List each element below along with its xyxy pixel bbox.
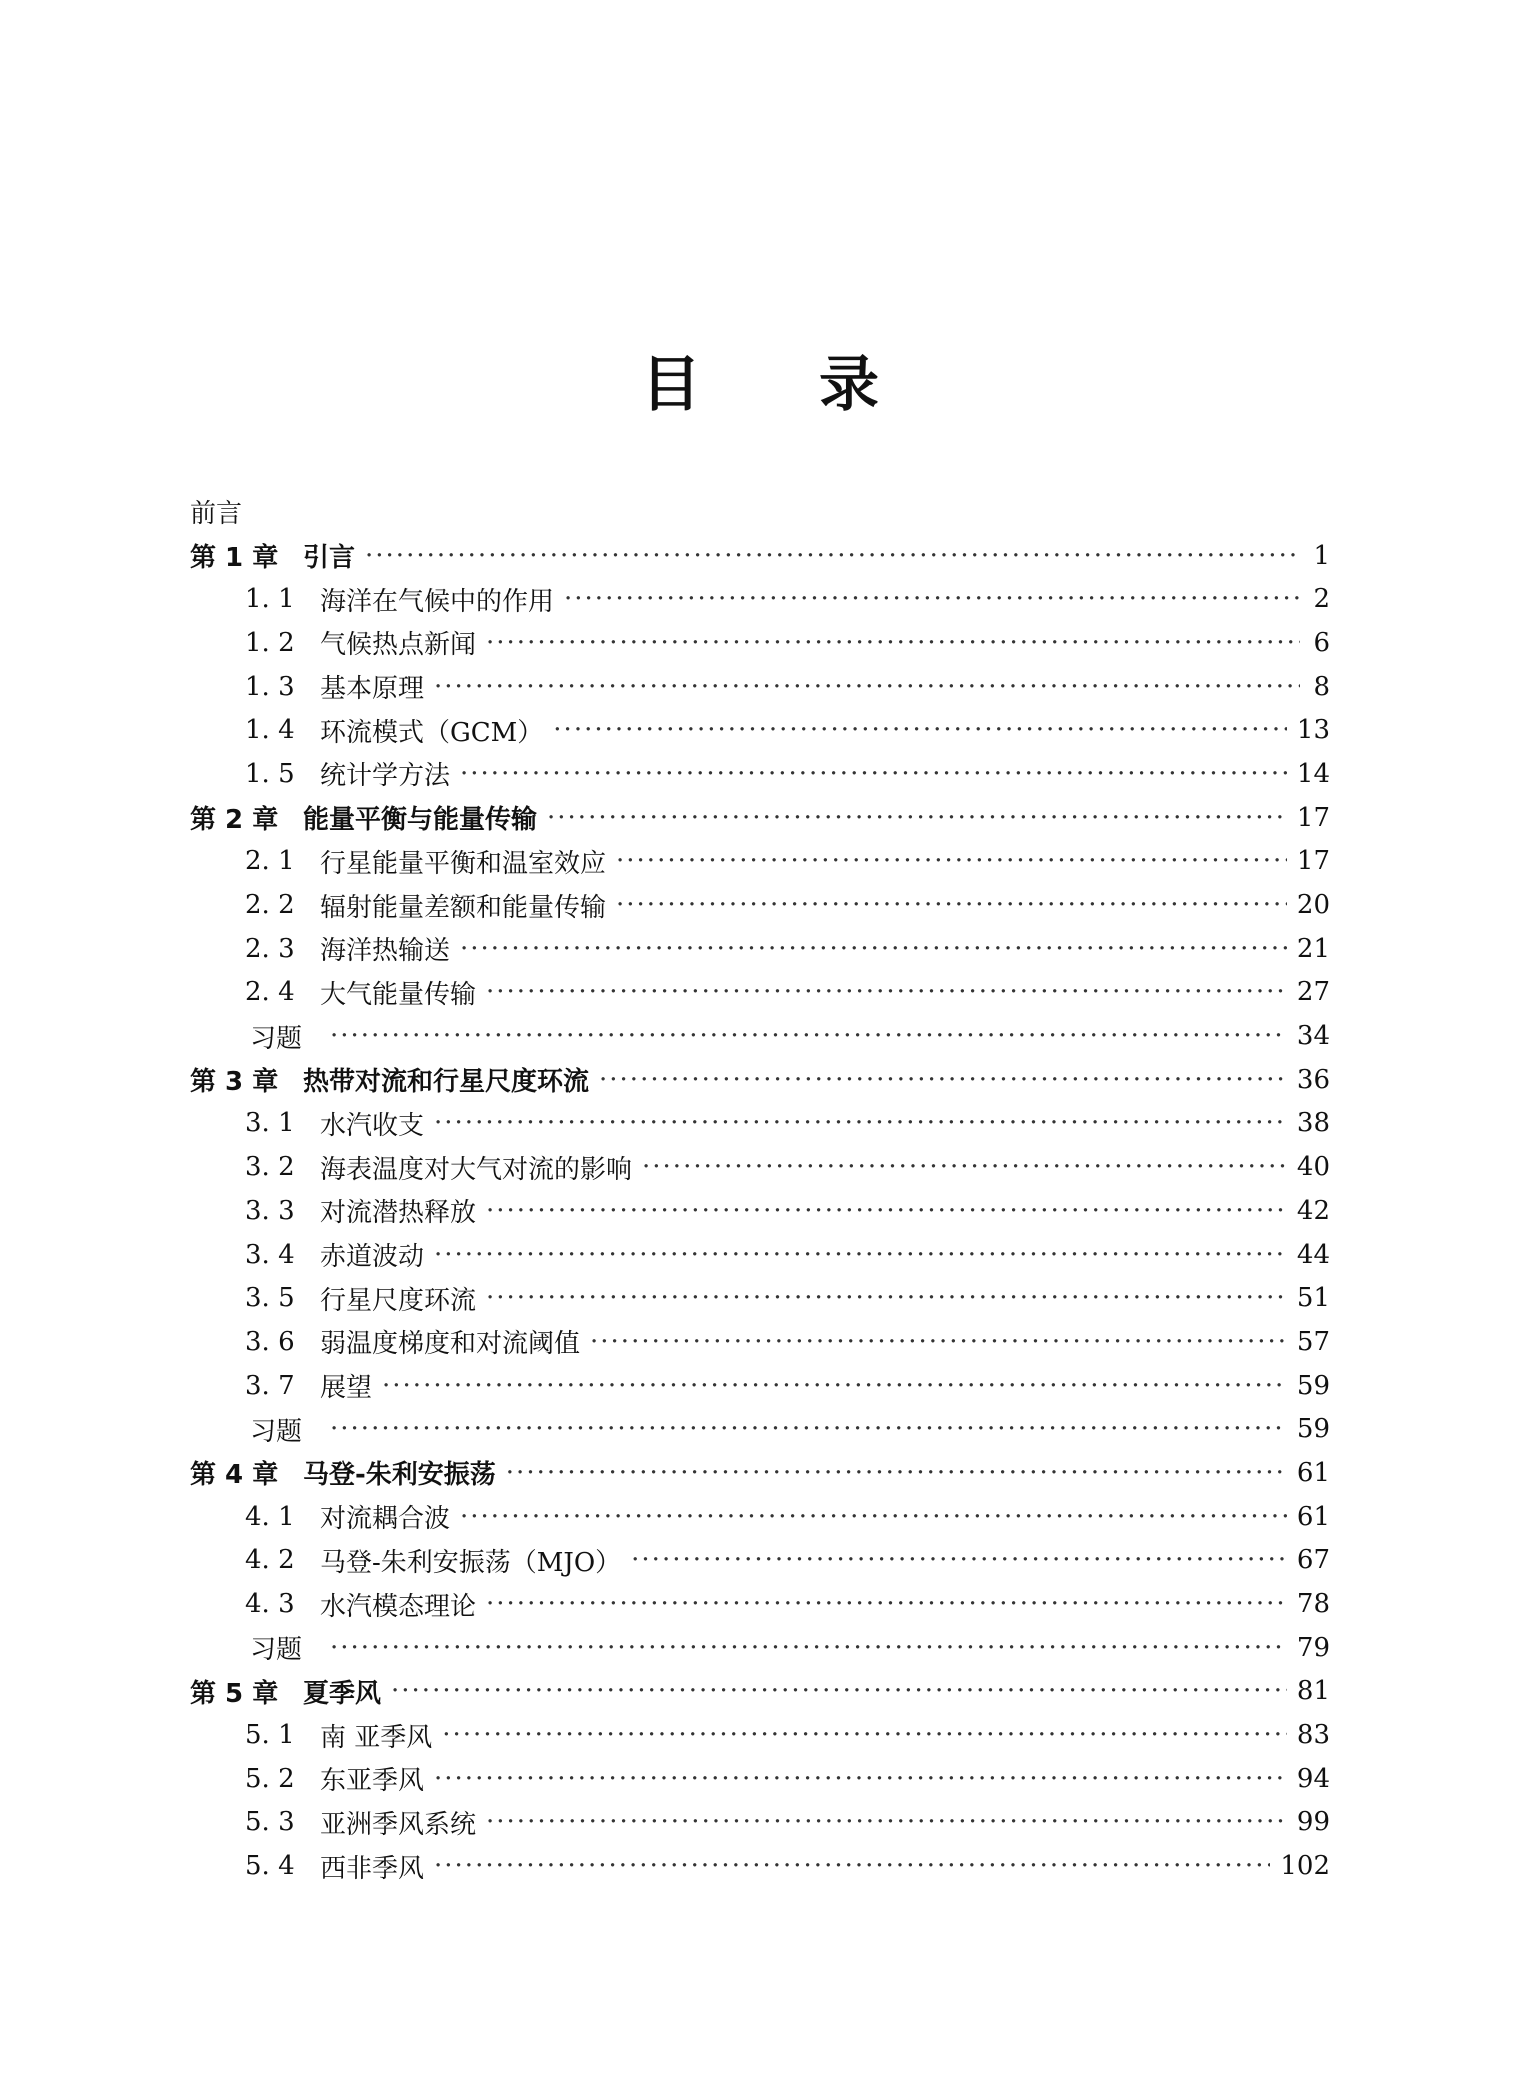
toc-section-row[interactable] bbox=[190, 1320, 1330, 1364]
toc-page-number: 13 bbox=[1296, 715, 1330, 746]
toc-section-row[interactable] bbox=[190, 883, 1330, 927]
toc-section-row[interactable] bbox=[190, 1713, 1330, 1757]
toc-entry-number: 2. 3 bbox=[245, 933, 295, 964]
toc-dot-leader bbox=[460, 934, 1287, 964]
toc-entry-title: 对流耦合波 bbox=[320, 1504, 451, 1535]
toc-entry-number: 3. 5 bbox=[245, 1283, 295, 1314]
toc-page-number: 81 bbox=[1296, 1676, 1330, 1707]
toc-page-number: 59 bbox=[1296, 1370, 1330, 1401]
toc-entry-number: 第 4 章 bbox=[190, 1460, 279, 1491]
toc-entry-number: 1. 4 bbox=[245, 715, 295, 746]
toc-page-number: 44 bbox=[1296, 1239, 1330, 1270]
toc-dot-leader bbox=[434, 1851, 1270, 1881]
toc-section-row[interactable] bbox=[190, 840, 1330, 884]
toc-dot-leader bbox=[486, 1283, 1287, 1313]
toc-preface[interactable] bbox=[190, 490, 1330, 534]
toc-entry-title: 行星能量平衡和温室效应 bbox=[320, 848, 607, 879]
toc-entry-title: 辐射能量差额和能量传输 bbox=[320, 892, 607, 923]
toc-section-row[interactable] bbox=[190, 1539, 1330, 1583]
toc-entry-title: 对流潜热释放 bbox=[320, 1198, 477, 1229]
toc-page-number: 27 bbox=[1296, 977, 1330, 1008]
table-of-contents bbox=[190, 490, 1330, 1888]
toc-page-number: 17 bbox=[1296, 802, 1330, 833]
toc-section-row[interactable] bbox=[190, 577, 1330, 621]
toc-page-number: 61 bbox=[1296, 1501, 1330, 1532]
toc-entry-number: 3. 3 bbox=[245, 1195, 295, 1226]
toc-page-number: 59 bbox=[1296, 1414, 1330, 1445]
toc-entry-title: 海洋在气候中的作用 bbox=[320, 586, 555, 617]
toc-entry-number: 1. 5 bbox=[245, 758, 295, 789]
toc-entry-title: 习题 bbox=[250, 1635, 303, 1666]
toc-chapter-row[interactable] bbox=[190, 534, 1330, 578]
toc-section-row[interactable] bbox=[190, 1276, 1330, 1320]
toc-section-row[interactable] bbox=[190, 621, 1330, 665]
toc-page-number: 6 bbox=[1313, 627, 1330, 658]
toc-page-number: 78 bbox=[1296, 1589, 1330, 1620]
toc-entry-title: 环流模式（GCM） bbox=[320, 717, 544, 748]
toc-dot-leader bbox=[590, 1327, 1287, 1357]
toc-dot-leader bbox=[547, 803, 1287, 833]
toc-entry-title: 能量平衡与能量传输 bbox=[303, 805, 538, 836]
toc-dot-leader bbox=[330, 1633, 1287, 1663]
toc-section-row[interactable] bbox=[190, 1233, 1330, 1277]
toc-entry-number: 第 1 章 bbox=[190, 543, 279, 574]
toc-page-number: 94 bbox=[1296, 1763, 1330, 1794]
title-char-2: 录 bbox=[819, 350, 879, 420]
toc-dot-leader bbox=[460, 759, 1287, 789]
toc-entry-title: 夏季风 bbox=[303, 1678, 382, 1709]
toc-section-row[interactable] bbox=[190, 1189, 1330, 1233]
toc-entry-number: 第 3 章 bbox=[190, 1067, 279, 1098]
toc-section-row[interactable] bbox=[190, 1801, 1330, 1845]
toc-dot-leader bbox=[442, 1720, 1287, 1750]
toc-page-number: 21 bbox=[1296, 933, 1330, 964]
toc-entry-number: 第 2 章 bbox=[190, 805, 279, 836]
toc-section-row[interactable] bbox=[190, 665, 1330, 709]
toc-section-row[interactable] bbox=[190, 1582, 1330, 1626]
toc-section-row[interactable] bbox=[190, 1844, 1330, 1888]
toc-section-row[interactable] bbox=[190, 752, 1330, 796]
toc-page-number: 17 bbox=[1296, 846, 1330, 877]
toc-dot-leader bbox=[564, 584, 1300, 614]
toc-dot-leader bbox=[365, 541, 1300, 571]
toc-entry-title: 海洋热输送 bbox=[320, 936, 451, 967]
toc-page-number: 51 bbox=[1296, 1283, 1330, 1314]
toc-page-number: 36 bbox=[1296, 1064, 1330, 1095]
toc-dot-leader bbox=[616, 890, 1287, 920]
toc-entry-number: 4. 2 bbox=[245, 1545, 295, 1576]
toc-entry-number: 3. 7 bbox=[245, 1370, 295, 1401]
toc-dot-leader bbox=[434, 672, 1300, 702]
toc-page-number: 42 bbox=[1296, 1195, 1330, 1226]
toc-entry-title: 行星尺度环流 bbox=[320, 1285, 477, 1316]
toc-dot-leader bbox=[391, 1676, 1287, 1706]
toc-entry-title: 热带对流和行星尺度环流 bbox=[303, 1067, 590, 1098]
toc-entry-title: 西非季风 bbox=[320, 1853, 425, 1884]
toc-entry-number: 2. 2 bbox=[245, 890, 295, 921]
toc-section-row[interactable] bbox=[190, 1757, 1330, 1801]
toc-dot-leader bbox=[434, 1108, 1287, 1138]
page-title bbox=[0, 348, 1520, 422]
toc-entry-number: 1. 2 bbox=[245, 627, 295, 658]
toc-dot-leader bbox=[631, 1545, 1287, 1575]
toc-section-row[interactable] bbox=[190, 1102, 1330, 1146]
toc-page-number: 8 bbox=[1313, 671, 1330, 702]
toc-entry-number: 5. 2 bbox=[245, 1763, 295, 1794]
toc-dot-leader bbox=[486, 1589, 1287, 1619]
toc-chapter-row[interactable] bbox=[190, 796, 1330, 840]
toc-dot-leader bbox=[616, 846, 1287, 876]
toc-section-row[interactable] bbox=[190, 708, 1330, 752]
toc-section-row[interactable] bbox=[190, 971, 1330, 1015]
toc-dot-leader bbox=[382, 1371, 1287, 1401]
toc-entry-number: 2. 1 bbox=[245, 846, 295, 877]
toc-entry-number: 3. 4 bbox=[245, 1239, 295, 1270]
toc-section-row[interactable] bbox=[190, 927, 1330, 971]
toc-entry-number: 5. 1 bbox=[245, 1720, 295, 1751]
toc-page-number: 38 bbox=[1296, 1108, 1330, 1139]
toc-entry-title: 气候热点新闻 bbox=[320, 630, 477, 661]
toc-entry-title: 马登-朱利安振荡 bbox=[303, 1460, 496, 1491]
toc-entry-number: 第 5 章 bbox=[190, 1678, 279, 1709]
toc-entry-title: 习题 bbox=[250, 1023, 303, 1054]
toc-exercise-row[interactable] bbox=[190, 1626, 1330, 1670]
toc-dot-leader bbox=[434, 1764, 1287, 1794]
toc-exercise-row[interactable] bbox=[190, 1014, 1330, 1058]
toc-entry-title: 习题 bbox=[250, 1416, 303, 1447]
toc-dot-leader bbox=[434, 1240, 1287, 1270]
toc-section-row[interactable] bbox=[190, 1145, 1330, 1189]
toc-section-row[interactable] bbox=[190, 1364, 1330, 1408]
toc-entry-number: 2. 4 bbox=[245, 977, 295, 1008]
toc-dot-leader bbox=[486, 977, 1287, 1007]
toc-entry-title: 统计学方法 bbox=[320, 761, 451, 792]
toc-page-number: 14 bbox=[1296, 758, 1330, 789]
toc-entry-title: 大气能量传输 bbox=[320, 979, 477, 1010]
toc-entry-number: 4. 3 bbox=[245, 1589, 295, 1620]
toc-entry-number: 4. 1 bbox=[245, 1501, 295, 1532]
toc-page-number: 57 bbox=[1296, 1326, 1330, 1357]
toc-section-row[interactable] bbox=[190, 1495, 1330, 1539]
toc-page-number: 79 bbox=[1296, 1632, 1330, 1663]
toc-entry-title: 前言 bbox=[190, 499, 243, 530]
toc-page-number: 34 bbox=[1296, 1021, 1330, 1052]
toc-chapter-row[interactable] bbox=[190, 1670, 1330, 1714]
toc-page-number: 40 bbox=[1296, 1152, 1330, 1183]
toc-page-number: 1 bbox=[1313, 540, 1330, 571]
toc-entry-number: 3. 1 bbox=[245, 1108, 295, 1139]
toc-entry-number: 5. 3 bbox=[245, 1807, 295, 1838]
toc-page-number: 20 bbox=[1296, 890, 1330, 921]
toc-dot-leader bbox=[486, 1196, 1287, 1226]
toc-entry-title: 亚洲季风系统 bbox=[320, 1809, 477, 1840]
toc-page-number: 102 bbox=[1280, 1851, 1330, 1882]
toc-entry-title: 马登-朱利安振荡（MJO） bbox=[320, 1547, 622, 1578]
toc-entry-title: 赤道波动 bbox=[320, 1242, 425, 1273]
toc-dot-leader bbox=[330, 1021, 1287, 1051]
toc-page-number: 99 bbox=[1296, 1807, 1330, 1838]
toc-page-number: 2 bbox=[1313, 584, 1330, 615]
toc-chapter-row[interactable] bbox=[190, 1058, 1330, 1102]
toc-dot-leader bbox=[642, 1152, 1287, 1182]
toc-page-number: 83 bbox=[1296, 1720, 1330, 1751]
toc-entry-number: 1. 3 bbox=[245, 671, 295, 702]
toc-entry-title: 水汽收支 bbox=[320, 1110, 425, 1141]
toc-dot-leader bbox=[599, 1065, 1287, 1095]
toc-entry-title: 东亚季风 bbox=[320, 1766, 425, 1797]
toc-page-number: 61 bbox=[1296, 1457, 1330, 1488]
toc-dot-leader bbox=[330, 1414, 1287, 1444]
toc-entry-number: 5. 4 bbox=[245, 1851, 295, 1882]
toc-dot-leader bbox=[486, 628, 1300, 658]
title-char-1: 目 bbox=[641, 350, 701, 420]
toc-chapter-row[interactable] bbox=[190, 1451, 1330, 1495]
toc-dot-leader bbox=[460, 1502, 1287, 1532]
toc-exercise-row[interactable] bbox=[190, 1407, 1330, 1451]
toc-dot-leader bbox=[506, 1458, 1287, 1488]
toc-entry-number: 3. 6 bbox=[245, 1326, 295, 1357]
toc-entry-title: 引言 bbox=[303, 543, 356, 574]
toc-entry-title: 水汽模态理论 bbox=[320, 1591, 477, 1622]
toc-entry-title: 南 亚季风 bbox=[320, 1722, 433, 1753]
toc-entry-title: 基本原理 bbox=[320, 674, 425, 705]
toc-entry-title: 展望 bbox=[320, 1373, 373, 1404]
toc-entry-title: 海表温度对大气对流的影响 bbox=[320, 1154, 633, 1185]
toc-dot-leader bbox=[553, 715, 1287, 745]
toc-entry-title: 弱温度梯度和对流阈值 bbox=[320, 1329, 581, 1360]
toc-page-number: 67 bbox=[1296, 1545, 1330, 1576]
toc-entry-number: 3. 2 bbox=[245, 1152, 295, 1183]
toc-dot-leader bbox=[486, 1807, 1287, 1837]
toc-entry-number: 1. 1 bbox=[245, 584, 295, 615]
